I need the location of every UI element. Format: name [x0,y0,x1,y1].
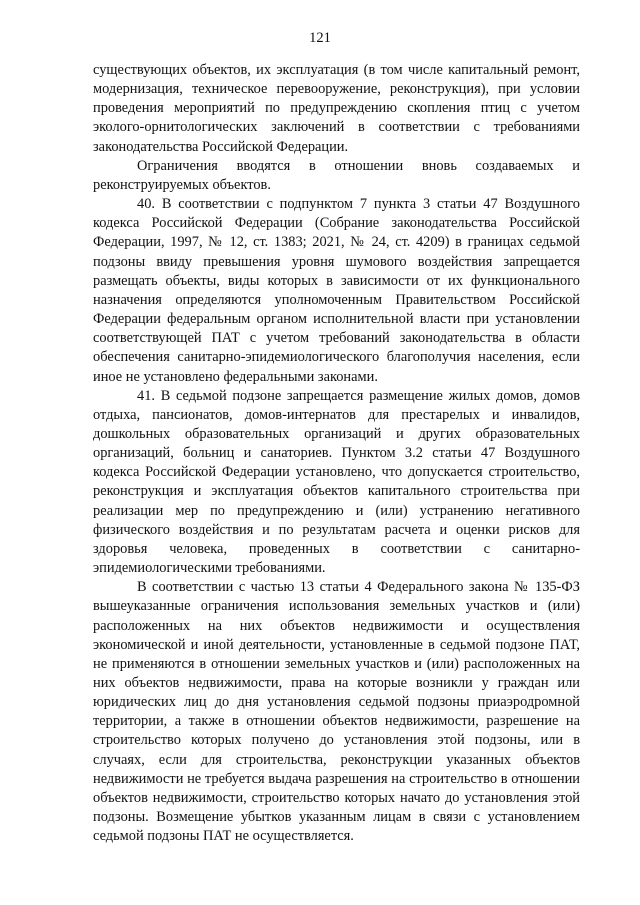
paragraph-federal-law: В соответствии с частью 13 статьи 4 Федерального закона № 135-ФЗ вышеуказанные ограничения использования земельных участков и (или) расположенных на них объектов недвижимости и осуществления экономической и иной деятельности, установленные в седьмой подзоне ПАТ, не применяются в отношении земельных участков и (или) расположенных на них объектов недвижимости, права на которые возникли у граждан или юридических лиц до дня установления седьмой подзоны приаэродромной территории, а также в отношении объектов недвижимости, разрешение на строительство которых получено до установления этой подзоны, или в случаях, если для строительства, реконструкции указанных объектов недвижимости не требуется выдача разрешения на строительство в отношении объектов недвижимости, строительство которых начато до установления этой подзоны. Возмещение убытков указанным лицам в связи с установлением седьмой подзоны ПАТ не осуществляется. [93,579,580,845]
paragraph-clause-40: 40. В соответствии с подпунктом 7 пункта 3 статьи 47 Воздушного кодекса Российской Федерации (Собрание законодательства Российской Федерации, 1997, № 12, ст. 1383; 2021, № 24, ст. 4209) в границах седьмой подзоны ввиду превышения уровня шумового воздействия запрещается размещать объекты, виды которых в зависимости от их функционального назначения определяются уполномоченным Правительством Российской Федерации федеральным органом исполнительной власти при установлении соответствующей ПАТ с учетом требований законодательства в области обеспечения санитарно-эпидемиологического благополучия населения, если иное не установлено федеральными законами. [93,196,580,385]
paragraph-restrictions: Ограничения вводятся в отношении вновь создаваемых и реконструируемых объектов. [93,157,580,193]
page-number: 121 [309,30,331,46]
paragraph-continuation: существующих объектов, их эксплуатация (в том числе капитальный ремонт, модернизация, техническое перевооружение, реконструкция), при условии проведения мероприятий по предупреждению скопления птиц с учетом эколого-орнитологических заключений в соответствии с требованиями законодательства Российской Федерации. [93,62,580,155]
paragraph-clause-41: 41. В седьмой подзоне запрещается размещение жилых домов, домов отдыха, пансионатов, домов-интернатов для престарелых и инвалидов, дошкольных образовательных организаций и других образовательных организаций, больниц и санаториев. Пунктом 3.2 статьи 47 Воздушного кодекса Российской Федерации установлено, что допускается строительство, реконструкция и эксплуатация объектов капитального строительства при реализации мер по предупреждению и (или) устранению негативного физического воздействия и по результатам расчета и оценки рисков для здоровья человека, проведенных в соответствии с санитарно-эпидемиологическими требованиями. [93,387,580,577]
document-body [93,61,580,846]
